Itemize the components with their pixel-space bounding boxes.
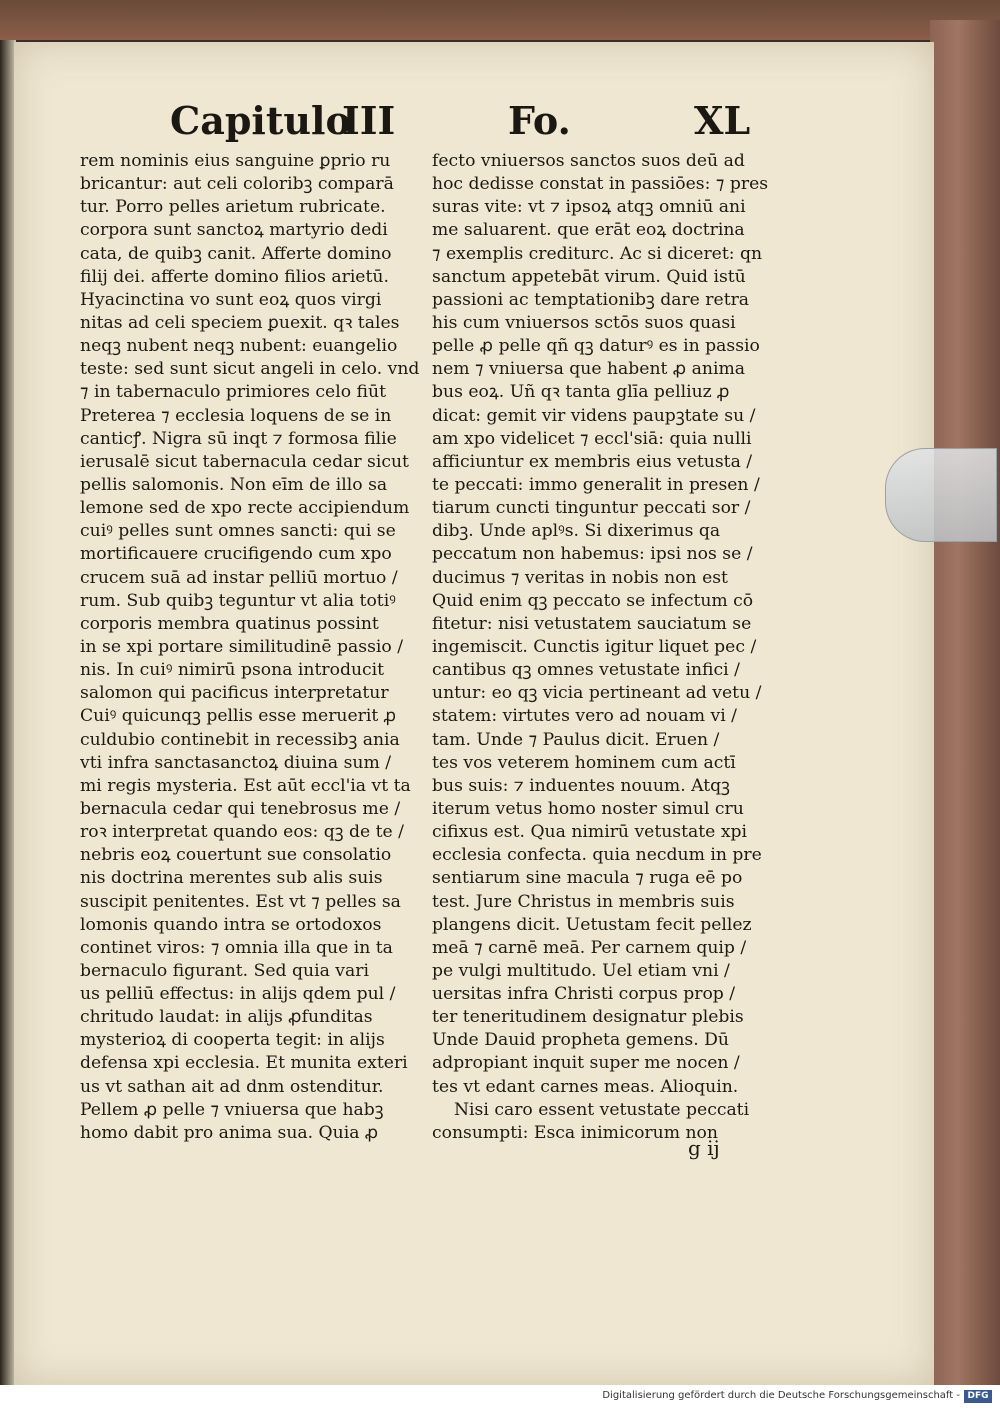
text-line: am xpo videlicet ⁊ eccl'siā: quia nulli: [432, 428, 752, 449]
text-line: rem nominis eius sanguine ꝑprio ru: [80, 151, 391, 171]
text-line: me saluarent. que erāt eoꝝ doctrina: [432, 220, 745, 241]
text-line: statem: virtutes vero ad nouam vi /: [432, 706, 737, 727]
text-line: ter teneritudinem designatur plebis: [432, 1007, 744, 1028]
text-line: uersitas infra Christi corpus prop /: [432, 984, 736, 1005]
running-head-folio-number: XL: [694, 98, 751, 143]
dfg-logo-icon: DFG: [964, 1390, 992, 1403]
text-line: plangens dicit. Uetustam fecit pellez: [432, 914, 752, 935]
text-line: canticꝭ. Nigra sū inqt ⁊ formosa filie: [80, 428, 397, 449]
text-line: crucem suā ad instar pelliū mortuo /: [80, 567, 398, 588]
text-line: cata, de quibꝫ canit. Afferte domino: [80, 243, 392, 264]
text-line: in se xpi portare similitudinē passio /: [80, 636, 403, 657]
text-line: tam. Unde ⁊ Paulus dicit. Eruen /: [432, 729, 720, 750]
text-line: ingemiscit. Cunctis igitur liquet pec /: [432, 636, 757, 657]
text-line: Pellem ꝓ pelle ⁊ vniuersa que habꝫ: [80, 1099, 384, 1120]
text-line: nem ⁊ vniuersa que habent ꝓ anima: [432, 359, 746, 380]
text-line: fitetur: nisi vetustatem sauciatum se: [432, 613, 752, 634]
running-head-chapter-number: III: [342, 98, 396, 143]
book-fore-edge: [930, 20, 1000, 1385]
text-line: ducimus ⁊ veritas in nobis non est: [432, 567, 728, 588]
text-line: corpora sunt sanctoꝝ martyrio dedi: [80, 220, 388, 241]
text-line: fecto vniuersos sanctos suos deū ad: [432, 151, 745, 171]
text-line: dibꝫ. Unde aplꝰs. Si dixerimus qa: [432, 521, 721, 542]
text-line: afficiuntur ex membris eius vetusta /: [432, 451, 753, 472]
text-line: adpropiant inquit super me nocen /: [432, 1053, 740, 1074]
text-line: ierusalē sicut tabernacula cedar sicut: [80, 451, 409, 472]
text-column-left: [80, 150, 420, 1145]
text-line: lemone sed de xpo recte accipiendum: [80, 498, 410, 519]
text-line: te peccati: immo generalit in presen /: [432, 474, 760, 495]
text-line: passioni ac temptationibꝫ dare retra: [432, 289, 750, 310]
text-line: bus eoꝝ. Uñ qꝛ tanta glīa pelliuz ꝓ: [432, 382, 730, 403]
footer-credit: Digitalisierung gefördert durch die Deutsche Forschungsgemeinschaft -: [602, 1390, 960, 1401]
book-board-top: [0, 0, 1000, 40]
text-line: salomon qui pacificus interpretatur: [80, 683, 389, 704]
page-clip: [885, 448, 997, 542]
text-line: Nisi caro essent vetustate peccati: [454, 1099, 750, 1120]
text-line: dicat: gemit vir videns paupꝫtate su /: [432, 405, 756, 426]
text-line: ⁊ in tabernaculo primiores celo fiūt: [80, 382, 386, 403]
text-line: vti infra sanctasanctoꝝ diuina sum /: [80, 752, 392, 773]
text-line: cifixus est. Qua nimirū vetustate xpi: [432, 822, 748, 843]
text-line: corporis membra quatinus possint: [80, 613, 379, 634]
text-line: teste: sed sunt sicut angeli in celo. vnd: [80, 359, 420, 380]
text-line: bernacula cedar qui tenebrosus me /: [80, 798, 401, 819]
text-line: suscipit penitentes. Est vt ⁊ pelles sa: [80, 891, 401, 912]
text-line: nebris eoꝝ couertunt sue consolatio: [80, 845, 392, 866]
text-line: sanctum appetebāt virum. Quid istū: [432, 266, 746, 287]
text-line: tes vos veterem hominem cum actī: [432, 752, 736, 773]
footer-bar: [0, 1385, 1000, 1409]
text-line: chritudo laudat: in alijs ꝓfunditas: [80, 1007, 373, 1028]
text-line: us pelliū effectus: in alijs qdem pul /: [80, 984, 396, 1005]
text-line: hoc dedisse constat in passiōes: ⁊ pres: [432, 174, 769, 195]
text-line: cantibus qꝫ omnes vetustate infici /: [432, 660, 740, 681]
text-line: mysterioꝝ di cooperta tegit: in alijs: [80, 1030, 385, 1051]
text-line: Unde Dauid propheta gemens. Dū: [432, 1030, 729, 1051]
text-line: pelle ꝓ pelle qñ qꝫ daturꝰ es in passio: [432, 336, 760, 357]
running-head-folio-label: Fo.: [508, 98, 571, 143]
text-line: homo dabit pro anima sua. Quia ꝓ: [80, 1122, 379, 1143]
text-line: nitas ad celi speciem ꝑuexit. qꝛ tales: [80, 312, 400, 333]
text-line: suras vite: vt ⁊ ipsoꝝ atqꝫ omniū ani: [432, 197, 746, 218]
text-line: rum. Sub quibꝫ teguntur vt alia totiꝰ: [80, 590, 396, 611]
text-line: his cum vniuersos sctōs suos quasi: [432, 312, 736, 333]
running-head-chapter-word: Capitulo: [170, 98, 351, 143]
text-line: filij dei. afferte domino filios arietū.: [80, 266, 389, 287]
text-line: culdubio continebit in recessibꝫ ania: [80, 729, 400, 750]
text-line: neqꝫ nubent neqꝫ nubent: euangelio: [80, 336, 398, 357]
text-line: sentiarum sine macula ⁊ ruga eē po: [432, 868, 743, 889]
text-line: us vt sathan ait ad dnm ostenditur.: [80, 1076, 384, 1097]
text-line: Preterea ⁊ ecclesia loquens de se in: [80, 405, 392, 426]
text-line: Quid enim qꝫ peccato se infectum cō: [432, 590, 754, 611]
text-line: nis. In cuiꝰ nimirū psona introducit: [80, 660, 385, 681]
text-line: lomonis quando intra se ortodoxos: [80, 914, 382, 935]
text-line: pe vulgi multitudo. Uel etiam vni /: [432, 960, 730, 981]
text-line: Hyacinctina vo sunt eoꝝ quos virgi: [80, 289, 382, 310]
text-line: cuiꝰ pelles sunt omnes sancti: qui se: [80, 521, 396, 542]
text-line: meā ⁊ carnē meā. Per carnem quip /: [432, 937, 747, 958]
signature-mark: g ij: [688, 1136, 720, 1160]
text-line: mi regis mysteria. Est aūt eccl'ia vt ta: [80, 775, 411, 796]
text-line: iterum vetus homo noster simul cru: [432, 798, 744, 819]
text-line: pellis salomonis. Non eīm de illo sa: [80, 474, 388, 495]
text-line: tiarum cuncti tinguntur peccati sor /: [432, 498, 751, 519]
text-column-right: [432, 150, 772, 1145]
text-line: untur: eo qꝫ vicia pertineant ad vetu /: [432, 683, 762, 704]
text-line: continet viros: ⁊ omnia illa que in ta: [80, 937, 393, 958]
text-line: peccatum non habemus: ipsi nos se /: [432, 544, 753, 565]
text-line: bernaculo figurant. Sed quia vari: [80, 960, 369, 981]
text-line: mortificauere crucifigendo cum xpo: [80, 544, 392, 565]
text-line: Cuiꝰ quicunqꝫ pellis esse meruerit ꝓ: [80, 706, 397, 727]
text-line: test. Jure Christus in membris suis: [432, 891, 735, 912]
text-line: nis doctrina merentes sub alis suis: [80, 868, 383, 889]
text-line: tes vt edant carnes meas. Alioquin.: [432, 1076, 739, 1097]
text-line: defensa xpi ecclesia. Et munita exteri: [80, 1053, 408, 1074]
text-line: consumpti: Esca inimicorum non: [432, 1122, 718, 1143]
text-line: ⁊ exemplis crediturc. Ac si diceret: qn: [432, 243, 763, 264]
text-line: ecclesia confecta. quia necdum in pre: [432, 845, 762, 866]
text-line: bricantur: aut celi coloribꝫ comparā: [80, 174, 394, 195]
text-line: roꝛ interpretat quando eos: qꝫ de te /: [80, 822, 404, 843]
text-line: bus suis: ⁊ induentes nouum. Atqꝫ: [432, 775, 730, 796]
text-line: tur. Porro pelles arietum rubricate.: [80, 197, 386, 218]
